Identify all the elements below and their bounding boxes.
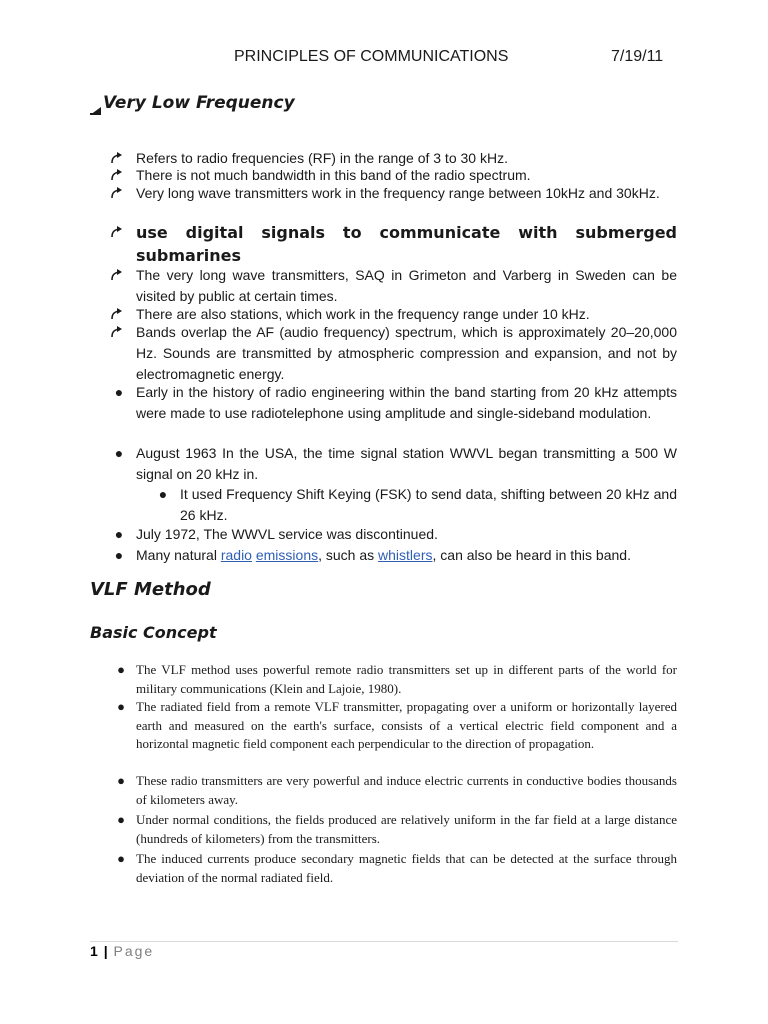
dot-bullet-icon: ● bbox=[117, 699, 125, 714]
list-item-emphasis: use digital signals to communicate with submerged submarines bbox=[136, 221, 677, 267]
list-item: ● These radio transmitters are very powerful and induce electric currents in conductive bodies thousands of kilometers away. bbox=[136, 772, 677, 809]
dot-bullet-icon: ● bbox=[117, 662, 125, 677]
dot-bullet-icon: ● bbox=[117, 851, 125, 866]
list-item: The very long wave transmitters, SAQ in Grimeton and Varberg in Sweden can be visited by public at certain times. bbox=[136, 265, 677, 307]
list-item: ● The radiated field from a remote VLF transmitter, propagating over a uniform or horizontally layered earth and measured on the earth's surface, consists of a vertical electric field component and a horizontal magnetic field component each perpendicular to the direction of propagation. bbox=[136, 698, 677, 754]
curved-arrow-bullet-icon bbox=[110, 169, 122, 181]
list-item: There are also stations, which work in the frequency range under 10 kHz. bbox=[136, 304, 677, 324]
list-item: ● Early in the history of radio engineering within the band starting from 20 kHz attempts were made to use radiotelephone using amplitude and single-sideband modulation. bbox=[136, 382, 677, 424]
list-item: ● The induced currents produce secondary magnetic fields that can be detected at the surface through deviation of the normal radiated field. bbox=[136, 850, 677, 887]
dot-bullet-icon: ● bbox=[117, 773, 125, 788]
list-item: ● August 1963 In the USA, the time signal station WWVL began transmitting a 500 W signal on 20 kHz in. bbox=[136, 443, 677, 485]
curved-arrow-bullet-icon bbox=[110, 326, 122, 338]
page-label: Page bbox=[113, 943, 155, 959]
list-item: ● Under normal conditions, the fields produced are relatively uniform in the far field at a large distance (hundreds of kilometers) from the transmitters. bbox=[136, 811, 677, 848]
list-item: ● The VLF method uses powerful remote radio transmitters set up in different parts of the world for military communications (Klein and Lajoie, 1980). bbox=[136, 661, 677, 698]
curved-arrow-bullet-icon bbox=[110, 308, 122, 320]
curved-arrow-bullet-icon bbox=[110, 226, 122, 238]
list-item: Very long wave transmitters work in the frequency range between 10kHz and 30kHz. bbox=[136, 183, 677, 203]
page-footer bbox=[90, 943, 154, 959]
dot-bullet-icon: ● bbox=[114, 547, 124, 563]
dot-bullet-icon: ● bbox=[114, 384, 124, 400]
list-item: Bands overlap the AF (audio frequency) spectrum, which is approximately 20–20,000 Hz. Sounds are transmitted by atmospheric compression and expansion, and not by electromagnetic energy. bbox=[136, 322, 677, 385]
section-heading-vlf-method: VLF Method bbox=[90, 579, 211, 600]
footer-divider bbox=[90, 941, 678, 942]
list-item: ● July 1972, The WWVL service was discontinued. bbox=[136, 524, 677, 544]
header-date: 7/19/11 bbox=[611, 48, 664, 65]
list-item: There is not much bandwidth in this band of the radio spectrum. bbox=[136, 165, 677, 185]
list-item-with-links: ● Many natural radio emissions, such as whistlers, can also be heard in this band. bbox=[136, 545, 677, 565]
section-heading-text: Very Low Frequency bbox=[103, 93, 295, 113]
section-heading-very-low-frequency bbox=[90, 93, 295, 115]
dot-bullet-icon: ● bbox=[114, 445, 124, 461]
heading-marker-icon bbox=[90, 107, 101, 115]
curved-arrow-bullet-icon bbox=[110, 152, 122, 164]
page-number: 1 bbox=[90, 943, 98, 959]
header-title: PRINCIPLES OF COMMUNICATIONS bbox=[234, 48, 509, 65]
dot-bullet-icon: ● bbox=[114, 526, 124, 542]
sub-list-item: ● It used Frequency Shift Keying (FSK) to send data, shifting between 20 kHz and 26 kHz. bbox=[180, 484, 677, 526]
link-radio[interactable]: radio bbox=[220, 547, 252, 563]
link-whistlers[interactable]: whistlers bbox=[378, 547, 433, 563]
dot-bullet-icon: ● bbox=[117, 812, 125, 827]
page-header bbox=[0, 46, 768, 68]
link-emissions[interactable]: emissions bbox=[255, 547, 319, 563]
subheading-basic-concept: Basic Concept bbox=[90, 623, 217, 642]
curved-arrow-bullet-icon bbox=[110, 269, 122, 281]
curved-arrow-bullet-icon bbox=[110, 187, 122, 199]
list-item: Refers to radio frequencies (RF) in the range of 3 to 30 kHz. bbox=[136, 148, 677, 168]
footer-separator: | bbox=[103, 943, 108, 959]
dot-bullet-icon: ● bbox=[158, 486, 168, 502]
